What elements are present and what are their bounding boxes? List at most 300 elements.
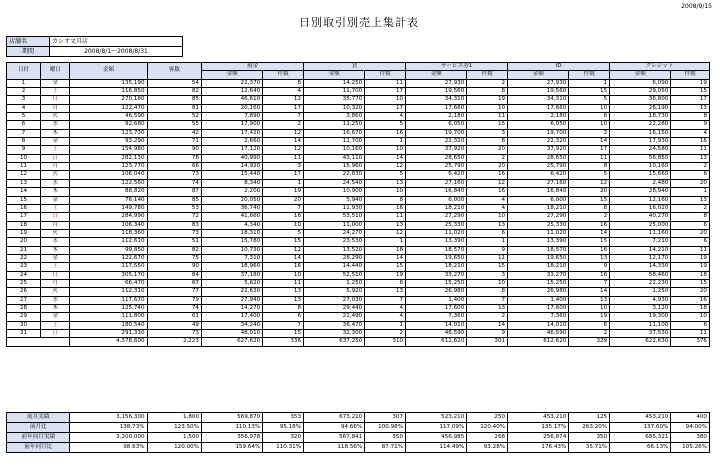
- value-cell: 8: [263, 79, 304, 87]
- value-cell: 1: [569, 79, 610, 87]
- col-day: 日付: [7, 63, 41, 80]
- value-cell: 1,400: [406, 296, 467, 304]
- value-cell: 22,320: [508, 138, 569, 146]
- summary-value: 135.17%: [508, 423, 569, 433]
- value-cell: 17: [365, 104, 406, 112]
- value-cell: 19: [365, 271, 406, 279]
- value-cell: 28,650: [508, 154, 569, 162]
- value-cell: 5,920: [304, 288, 365, 296]
- value-cell: 4,340: [201, 221, 262, 229]
- value-cell: 92,680: [70, 121, 147, 129]
- value-cell: 10: [365, 188, 406, 196]
- table-row: [7, 179, 710, 187]
- value-cell: 8: [365, 196, 406, 204]
- value-cell: 9: [569, 263, 610, 271]
- value-cell: 16,840: [406, 188, 467, 196]
- value-cell: 99,850: [70, 246, 147, 254]
- weekday-cell: 火: [41, 171, 70, 179]
- table-row: [7, 121, 710, 129]
- value-cell: 17: [365, 88, 406, 96]
- weekday-cell: 土: [41, 146, 70, 154]
- value-cell: 2: [671, 163, 710, 171]
- value-cell: 5,940: [304, 196, 365, 204]
- table-row: [7, 171, 710, 179]
- value-cell: 22,370: [201, 79, 262, 87]
- value-cell: 5: [569, 171, 610, 179]
- summary-value: 176.43%: [508, 443, 569, 453]
- weekday-cell: 木: [41, 188, 70, 196]
- print-date: 2008/9/15: [681, 3, 712, 10]
- value-cell: 11,020: [508, 229, 569, 237]
- weekday-cell: 土: [41, 204, 70, 212]
- day-cell: 12: [7, 171, 41, 179]
- value-cell: 14,920: [201, 163, 262, 171]
- value-cell: 16: [467, 188, 508, 196]
- value-cell: 282,130: [70, 154, 147, 162]
- value-cell: 19,700: [406, 129, 467, 137]
- value-cell: 2: [671, 204, 710, 212]
- value-cell: 116,850: [70, 88, 147, 96]
- value-cell: 41,660: [201, 213, 262, 221]
- table-row: [7, 263, 710, 271]
- value-cell: 9: [467, 246, 508, 254]
- total-cell: 637,250: [304, 338, 365, 346]
- value-cell: 10: [467, 279, 508, 287]
- value-cell: 52,510: [304, 271, 365, 279]
- value-cell: 12,700: [304, 138, 365, 146]
- value-cell: 66,470: [70, 279, 147, 287]
- summary-value: 66.13%: [610, 443, 671, 453]
- value-cell: 1: [467, 238, 508, 246]
- value-cell: 1: [365, 238, 406, 246]
- value-cell: 73: [147, 171, 201, 179]
- value-cell: 17,930: [610, 138, 671, 146]
- value-cell: 20: [467, 163, 508, 171]
- value-cell: 4: [671, 129, 710, 137]
- value-cell: 33,270: [508, 271, 569, 279]
- total-label-cell: [7, 338, 70, 346]
- day-cell: 11: [7, 163, 41, 171]
- weekday-cell: 土: [41, 88, 70, 96]
- page-title: 日別取引別売上集計表: [299, 16, 419, 29]
- value-cell: 4: [263, 88, 304, 96]
- weekday-cell: 金: [41, 196, 70, 204]
- report-info: [6, 36, 183, 57]
- value-cell: 270,180: [70, 96, 147, 104]
- value-cell: 15: [263, 238, 304, 246]
- value-cell: 13: [365, 179, 406, 187]
- value-cell: 15,250: [406, 279, 467, 287]
- sales-table: [6, 62, 710, 347]
- table-row: [7, 271, 710, 279]
- sub-count: 件数: [671, 71, 710, 79]
- value-cell: 27,930: [406, 79, 467, 87]
- value-cell: 18,210: [508, 263, 569, 271]
- value-cell: 180,540: [70, 321, 147, 329]
- value-cell: 3: [569, 129, 610, 137]
- value-cell: 8: [569, 163, 610, 171]
- summary-value: 93.28%: [467, 443, 508, 453]
- summary-label: 前月比: [7, 423, 70, 433]
- table-row: [7, 163, 710, 171]
- summary-value: 120.40%: [467, 423, 508, 433]
- value-cell: 77: [147, 288, 201, 296]
- value-cell: 16: [569, 221, 610, 229]
- summary-value: 320: [263, 433, 304, 443]
- value-cell: 8: [467, 288, 508, 296]
- value-cell: 13,390: [406, 238, 467, 246]
- value-cell: 2,200: [201, 188, 262, 196]
- total-row: [7, 338, 710, 346]
- value-cell: 28,650: [406, 154, 467, 162]
- value-cell: 3: [263, 163, 304, 171]
- value-cell: 61: [147, 313, 201, 321]
- day-cell: 4: [7, 104, 41, 112]
- value-cell: 8: [467, 88, 508, 96]
- value-cell: 8: [365, 279, 406, 287]
- value-cell: 149,780: [70, 204, 147, 212]
- value-cell: 117,670: [70, 296, 147, 304]
- value-cell: 20: [263, 196, 304, 204]
- day-cell: 5: [7, 113, 41, 121]
- value-cell: 13: [467, 304, 508, 312]
- value-cell: 23,530: [304, 238, 365, 246]
- value-cell: 88,820: [70, 188, 147, 196]
- summary-value: 105.26%: [671, 443, 710, 453]
- value-cell: 33,270: [406, 271, 467, 279]
- value-cell: 13: [671, 196, 710, 204]
- sub-amount: 金額: [304, 71, 365, 79]
- value-cell: 8: [467, 138, 508, 146]
- value-cell: 17,420: [201, 129, 262, 137]
- summary-value: 453,210: [508, 413, 569, 423]
- value-cell: 37,180: [201, 271, 262, 279]
- value-cell: 16: [569, 271, 610, 279]
- total-cell: 612,620: [406, 338, 467, 346]
- summary-value: 268: [467, 433, 508, 443]
- value-cell: 2,180: [508, 113, 569, 121]
- summary-value: 110.31%: [263, 443, 304, 453]
- value-cell: 19,650: [406, 254, 467, 262]
- value-cell: 18: [365, 246, 406, 254]
- value-cell: 12: [263, 246, 304, 254]
- value-cell: 12: [263, 129, 304, 137]
- value-cell: 49: [147, 321, 201, 329]
- day-cell: 21: [7, 246, 41, 254]
- summary-value: 35.71%: [569, 443, 610, 453]
- summary-value: 94.00%: [671, 423, 710, 433]
- value-cell: 2: [263, 121, 304, 129]
- table-row: [7, 188, 710, 196]
- value-cell: 4: [467, 196, 508, 204]
- value-cell: 7: [569, 279, 610, 287]
- value-cell: 20: [671, 179, 710, 187]
- value-cell: 15: [569, 88, 610, 96]
- total-amount: 4,378,600: [70, 338, 147, 346]
- day-cell: 29: [7, 313, 41, 321]
- value-cell: 2: [467, 154, 508, 162]
- total-cell: 310: [365, 338, 406, 346]
- table-row: [7, 321, 710, 329]
- value-cell: 15,960: [304, 163, 365, 171]
- summary-value: 125: [569, 413, 610, 423]
- weekday-cell: 木: [41, 304, 70, 312]
- table-row: [7, 96, 710, 104]
- value-cell: 284,990: [70, 213, 147, 221]
- summary-value: 685,321: [610, 433, 671, 443]
- total-cell: 622,630: [610, 338, 671, 346]
- value-cell: 51: [147, 238, 201, 246]
- total-cell: 336: [263, 338, 304, 346]
- day-cell: 14: [7, 188, 41, 196]
- value-cell: 2: [365, 330, 406, 338]
- summary-value: 120.00%: [147, 443, 201, 453]
- value-cell: 14: [365, 154, 406, 162]
- weekday-cell: 土: [41, 321, 70, 329]
- value-cell: 13: [569, 254, 610, 262]
- summary-label: 前年同月比: [7, 443, 70, 453]
- value-cell: 25,790: [406, 163, 467, 171]
- weekday-cell: 火: [41, 113, 70, 121]
- value-cell: 29,440: [304, 304, 365, 312]
- value-cell: 17,600: [508, 304, 569, 312]
- summary-value: 94.66%: [304, 423, 365, 433]
- value-cell: 12: [365, 163, 406, 171]
- value-cell: 12,170: [610, 254, 671, 262]
- value-cell: 18: [671, 271, 710, 279]
- value-cell: 46,590: [508, 330, 569, 338]
- summary-value: 456,985: [406, 433, 467, 443]
- value-cell: 71: [147, 138, 201, 146]
- day-cell: 20: [7, 238, 41, 246]
- value-cell: 18,210: [406, 204, 467, 212]
- table-row: [7, 196, 710, 204]
- day-cell: 24: [7, 271, 41, 279]
- value-cell: 1: [263, 179, 304, 187]
- value-cell: 22,630: [201, 288, 262, 296]
- table-row: [7, 288, 710, 296]
- value-cell: 22,320: [406, 138, 467, 146]
- value-cell: 25,000: [610, 221, 671, 229]
- weekday-cell: 金: [41, 313, 70, 321]
- value-cell: 53,510: [304, 213, 365, 221]
- summary-value: 3,200,000: [70, 433, 147, 443]
- value-cell: 78: [147, 154, 201, 162]
- value-cell: 21,490: [304, 313, 365, 321]
- total-cell: 329: [569, 338, 610, 346]
- value-cell: 6: [671, 321, 710, 329]
- value-cell: 1,250: [610, 288, 671, 296]
- total-cell: 301: [467, 338, 508, 346]
- value-cell: 14,250: [304, 79, 365, 87]
- table-row: [7, 146, 710, 154]
- value-cell: 6: [671, 221, 710, 229]
- summary-value: 138.73%: [70, 423, 147, 433]
- value-cell: 9: [467, 330, 508, 338]
- value-cell: 17,400: [201, 313, 262, 321]
- weekday-cell: 水: [41, 121, 70, 129]
- value-cell: 42: [147, 129, 201, 137]
- value-cell: 13: [671, 154, 710, 162]
- value-cell: 48,010: [201, 330, 262, 338]
- value-cell: 13: [365, 288, 406, 296]
- value-cell: 14,270: [201, 304, 262, 312]
- value-cell: 16: [263, 263, 304, 271]
- value-cell: 5: [569, 96, 610, 104]
- value-cell: 14: [263, 254, 304, 262]
- day-cell: 8: [7, 138, 41, 146]
- value-cell: 18,570: [406, 246, 467, 254]
- value-cell: 25,790: [508, 163, 569, 171]
- value-cell: 154,980: [70, 146, 147, 154]
- value-cell: 73: [147, 229, 201, 237]
- value-cell: 73: [147, 330, 201, 338]
- value-cell: 6: [671, 171, 710, 179]
- value-cell: 25,330: [406, 221, 467, 229]
- weekday-cell: 金: [41, 79, 70, 87]
- value-cell: 12: [263, 96, 304, 104]
- value-cell: 87: [147, 188, 201, 196]
- value-cell: 82: [147, 246, 201, 254]
- value-cell: 12,640: [201, 88, 262, 96]
- value-cell: 18,310: [201, 229, 262, 237]
- weekday-cell: 火: [41, 288, 70, 296]
- value-cell: 291,330: [70, 330, 147, 338]
- value-cell: 76,140: [70, 196, 147, 204]
- value-cell: 32,300: [304, 330, 365, 338]
- value-cell: 19,700: [508, 129, 569, 137]
- value-cell: 2: [467, 313, 508, 321]
- value-cell: 106,040: [70, 171, 147, 179]
- value-cell: 11: [263, 279, 304, 287]
- value-cell: 6: [671, 238, 710, 246]
- summary-value: 453,210: [610, 413, 671, 423]
- day-cell: 17: [7, 213, 41, 221]
- value-cell: 10: [569, 121, 610, 129]
- value-cell: 74: [147, 179, 201, 187]
- value-cell: 10: [263, 221, 304, 229]
- col-group-credit-sale: 貸: [304, 63, 406, 71]
- value-cell: 18,730: [610, 113, 671, 121]
- period-value: 2008/8/1～2008/8/31: [50, 47, 183, 57]
- value-cell: 2: [569, 213, 610, 221]
- value-cell: 26,980: [406, 288, 467, 296]
- value-cell: 34,310: [508, 96, 569, 104]
- weekday-cell: 月: [41, 163, 70, 171]
- summary-value: 353: [263, 413, 304, 423]
- value-cell: 13: [365, 221, 406, 229]
- value-cell: 19,650: [508, 254, 569, 262]
- value-cell: 5: [263, 229, 304, 237]
- col-weekday: 曜日: [41, 63, 70, 80]
- day-cell: 15: [7, 196, 41, 204]
- value-cell: 8: [569, 204, 610, 212]
- value-cell: 6: [569, 113, 610, 121]
- value-cell: 5: [365, 171, 406, 179]
- value-cell: 75: [147, 254, 201, 262]
- value-cell: 11: [671, 330, 710, 338]
- sub-amount: 金額: [508, 71, 569, 79]
- value-cell: 12: [365, 229, 406, 237]
- value-cell: 6: [263, 313, 304, 321]
- value-cell: 29,050: [610, 88, 671, 96]
- value-cell: 4,930: [610, 296, 671, 304]
- summary-value: 250: [467, 413, 508, 423]
- value-cell: 111,800: [70, 313, 147, 321]
- value-cell: 7: [365, 296, 406, 304]
- sub-count: 件数: [263, 71, 304, 79]
- value-cell: 27,940: [201, 296, 262, 304]
- sub-count: 件数: [365, 71, 406, 79]
- table-row: [7, 330, 710, 338]
- value-cell: 17: [569, 146, 610, 154]
- col-group-cash: 現金: [201, 63, 303, 71]
- value-cell: 14,010: [508, 321, 569, 329]
- value-cell: 52: [147, 113, 201, 121]
- value-cell: 6,420: [406, 171, 467, 179]
- value-cell: 6,050: [406, 121, 467, 129]
- day-cell: 10: [7, 154, 41, 162]
- value-cell: 2,660: [201, 138, 262, 146]
- value-cell: 26,980: [508, 288, 569, 296]
- value-cell: 13,520: [304, 246, 365, 254]
- value-cell: 11: [671, 246, 710, 254]
- day-cell: 2: [7, 88, 41, 96]
- value-cell: 17: [671, 96, 710, 104]
- value-cell: 15: [467, 263, 508, 271]
- value-cell: 6,050: [508, 121, 569, 129]
- sub-amount: 金額: [201, 71, 262, 79]
- summary-value: 350: [365, 433, 406, 443]
- sub-count: 件数: [569, 71, 610, 79]
- value-cell: 20: [671, 288, 710, 296]
- value-cell: 16,840: [508, 188, 569, 196]
- summary-value: 87.71%: [365, 443, 406, 453]
- value-cell: 24,270: [304, 229, 365, 237]
- value-cell: 13: [263, 288, 304, 296]
- value-cell: 28,940: [610, 188, 671, 196]
- value-cell: 53: [147, 204, 201, 212]
- value-cell: 14,210: [610, 246, 671, 254]
- value-cell: 17,600: [406, 304, 467, 312]
- value-cell: 7: [467, 296, 508, 304]
- value-cell: 37,920: [406, 146, 467, 154]
- table-row: [7, 296, 710, 304]
- value-cell: 122,560: [70, 179, 147, 187]
- value-cell: 11,160: [610, 229, 671, 237]
- value-cell: 12: [263, 146, 304, 154]
- value-cell: 58,460: [610, 271, 671, 279]
- day-cell: 25: [7, 279, 41, 287]
- value-cell: 46,610: [201, 96, 262, 104]
- table-row: [7, 104, 710, 112]
- value-cell: 10: [263, 271, 304, 279]
- value-cell: 16: [671, 296, 710, 304]
- value-cell: 1: [365, 138, 406, 146]
- summary-value: 263.20%: [569, 423, 610, 433]
- value-cell: 34,240: [201, 321, 262, 329]
- value-cell: 15: [263, 330, 304, 338]
- summary-value: 356,978: [202, 433, 263, 443]
- value-cell: 1,250: [304, 279, 365, 287]
- value-cell: 17: [263, 104, 304, 112]
- value-cell: 6,000: [508, 196, 569, 204]
- value-cell: 16: [365, 129, 406, 137]
- weekday-cell: 火: [41, 229, 70, 237]
- value-cell: 3,860: [304, 113, 365, 121]
- value-cell: 8: [671, 113, 710, 121]
- value-cell: 14: [263, 138, 304, 146]
